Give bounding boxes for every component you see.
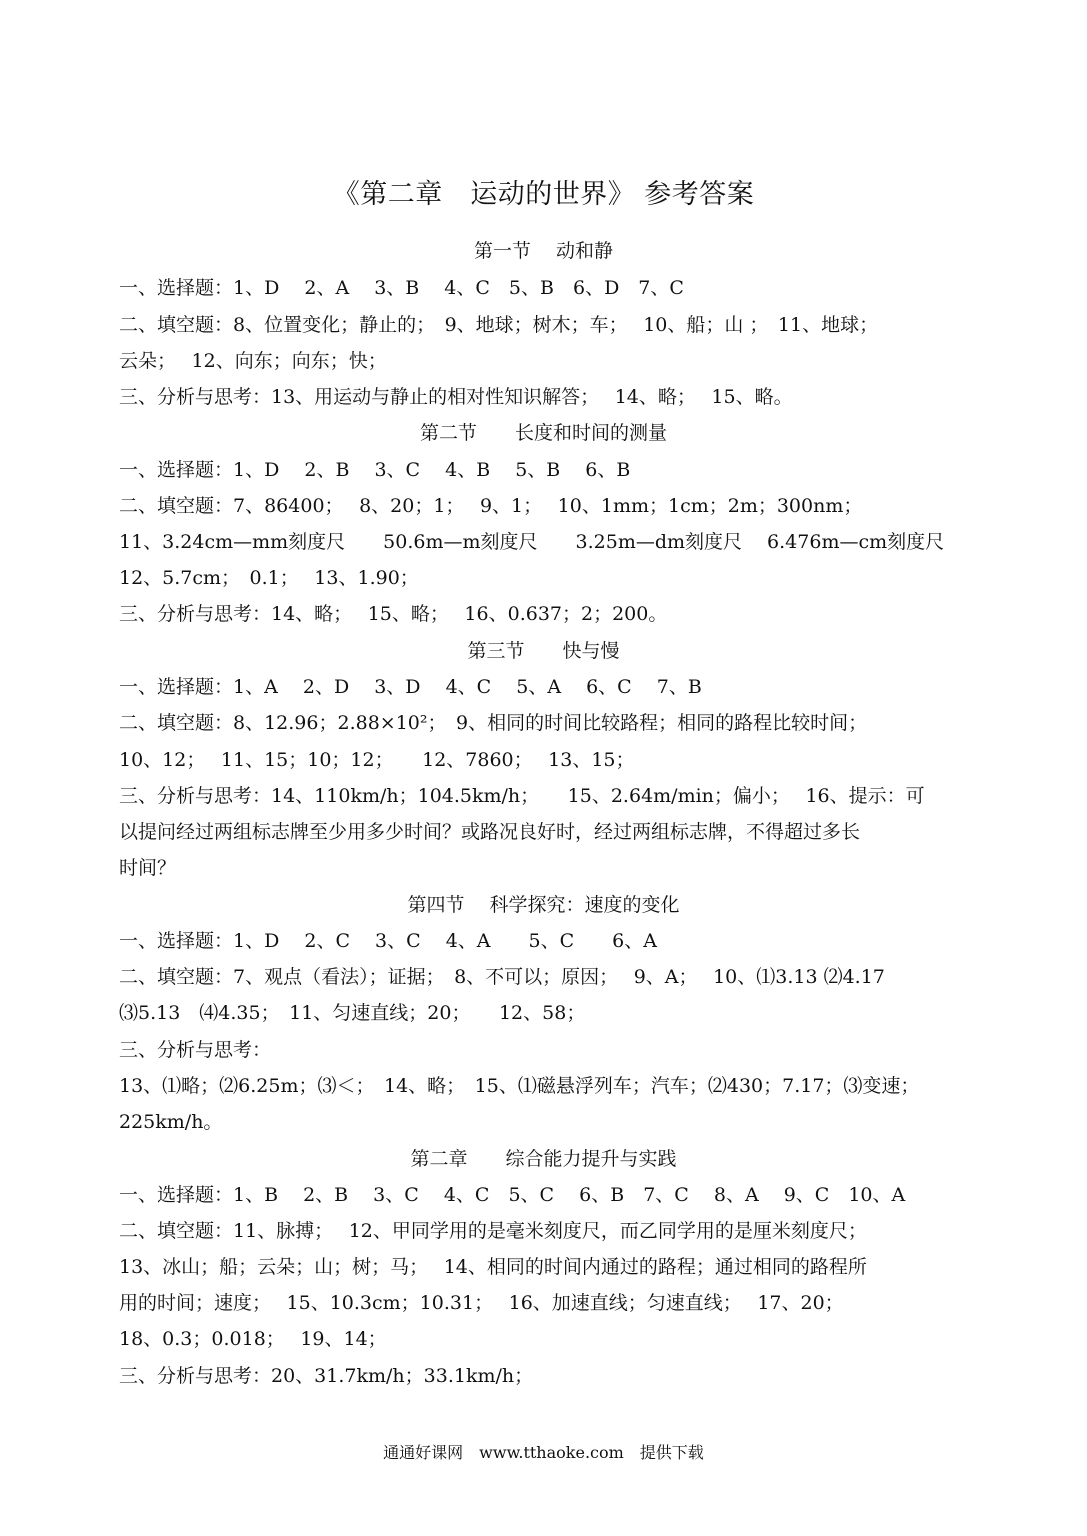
- answer-line: 13、⑴略；⑵6.25m；⑶＜； 14、略； 15、⑴磁悬浮列车；汽车；⑵430；7.17；⑶变速；: [119, 1075, 920, 1097]
- section-heading-4: 第四节 科学探究：速度的变化: [407, 894, 680, 916]
- answer-line: 一、选择题：1、D 2、A 3、B 4、C 5、B 6、D 7、C: [119, 277, 684, 299]
- answer-line: 一、选择题：1、A 2、D 3、D 4、C 5、A 6、C 7、B: [119, 676, 702, 698]
- answer-line: 12、5.7cm； 0.1； 13、1.90；: [119, 567, 419, 589]
- answer-line: 一、选择题：1、D 2、B 3、C 4、B 5、B 6、B: [119, 459, 631, 481]
- answer-line: 二、填空题：8、位置变化；静止的； 9、地球；树木；车； 10、船；山 ； 11、地球；: [119, 314, 879, 336]
- answer-line: 一、选择题：1、D 2、C 3、C 4、A 5、C 6、A: [119, 930, 657, 952]
- answer-line: 11、3.24cm—mm刻度尺 50.6m—m刻度尺 3.25m—dm刻度尺 6.476m—cm刻度尺: [119, 531, 945, 553]
- section-heading-5: 第二章 综合能力提升与实践: [410, 1148, 677, 1170]
- answer-line: 二、填空题：8、12.96；2.88×10²； 9、相同的时间比较路程；相同的路程比较时间；: [119, 712, 868, 734]
- answer-line: 13、冰山；船；云朵；山；树；马； 14、相同的时间内通过的路程；通过相同的路程所: [119, 1256, 867, 1278]
- answer-line: 一、选择题：1、B 2、B 3、C 4、C 5、C 6、B 7、C 8、A 9、C 10、A: [119, 1184, 906, 1206]
- answer-line: 时间？: [119, 857, 177, 879]
- answer-line: 二、填空题：11、脉搏； 12、甲同学用的是毫米刻度尺，而乙同学用的是厘米刻度尺；: [119, 1220, 867, 1242]
- section-heading-3: 第三节 快与慢: [467, 640, 620, 662]
- answer-line: 以提问经过两组标志牌至少用多少时间？或路况良好时，经过两组标志牌，不得超过多长: [119, 821, 861, 843]
- answer-line: 18、0.3；0.018； 19、14；: [119, 1328, 387, 1350]
- answer-line: 二、填空题：7、86400； 8、20；1； 9、1； 10、1mm；1cm；2m；300nm；: [119, 495, 863, 517]
- answer-line: ⑶5.13 ⑷4.35； 11、匀速直线；20； 12、58；: [119, 1002, 586, 1024]
- answer-line: 云朵； 12、向东；向东；快；: [119, 350, 387, 372]
- section-heading-2: 第二节 长度和时间的测量: [419, 422, 667, 444]
- answer-line: 10、12； 11、15；10；12； 12、7860； 13、15；: [119, 749, 635, 771]
- page-footer: 通通好课网 www.tthaoke.com 提供下载: [383, 1443, 704, 1462]
- page-title: 《第二章 运动的世界》 参考答案: [332, 179, 755, 210]
- answer-line: 用的时间；速度； 15、10.3cm；10.31； 16、加速直线；匀速直线； 17、20；: [119, 1292, 844, 1314]
- answer-line: 三、分析与思考：14、110km/h；104.5km/h； 15、2.64m/min；偏小； 16、提示：可: [119, 785, 925, 807]
- answer-line: 225km/h。: [119, 1111, 223, 1133]
- section-heading-1: 第一节 动和静: [473, 240, 614, 262]
- answer-line: 三、分析与思考：14、略； 15、略； 16、0.637；2；200。: [119, 603, 668, 625]
- answer-line: 三、分析与思考：20、31.7km/h；33.1km/h；: [119, 1365, 534, 1387]
- answer-line: 三、分析与思考：13、用运动与静止的相对性知识解答； 14、略； 15、略。: [119, 386, 793, 408]
- answer-line: 二、填空题：7、观点（看法）；证据； 8、不可以；原因； 9、A； 10、⑴3.13 ⑵4.17: [119, 966, 885, 988]
- answer-line: 三、分析与思考：: [119, 1039, 272, 1061]
